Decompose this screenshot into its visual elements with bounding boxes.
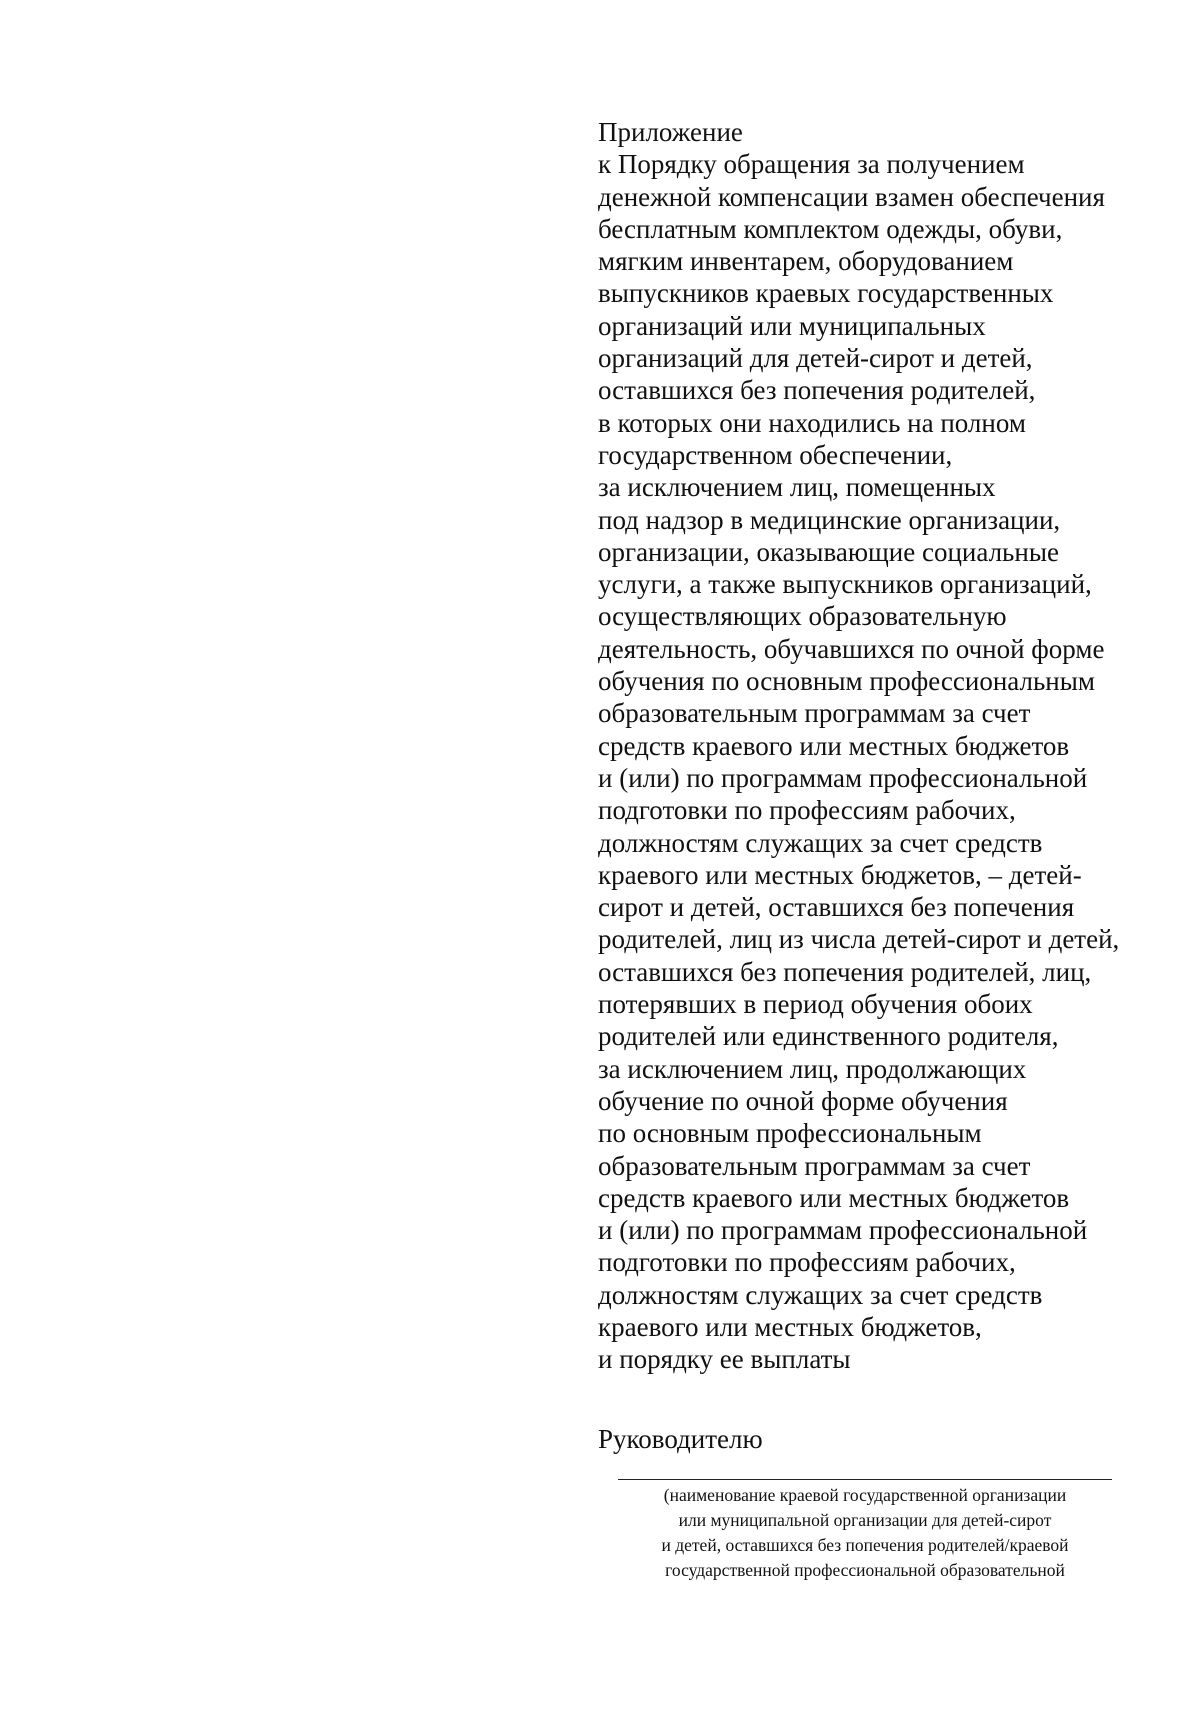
addressee-fill-line	[618, 1479, 1112, 1480]
appendix-line: потерявших в период обучения обоих	[598, 989, 1033, 1020]
caption-line: и детей, оставшихся без попечения родителей/краевой	[661, 1535, 1069, 1555]
appendix-line: обучение по очной форме обучения	[598, 1085, 1008, 1116]
appendix-line: должностям служащих за счет средств	[598, 827, 1043, 858]
appendix-line: бесплатным комплектом одежды, обуви,	[598, 213, 1063, 244]
appendix-line: оставшихся без попечения родителей,	[598, 375, 1036, 406]
appendix-line: и порядку ее выплаты	[598, 1344, 851, 1375]
appendix-line: и (или) по программам профессиональной	[598, 762, 1088, 793]
appendix-line: под надзор в медицинские организации,	[598, 504, 1061, 535]
appendix-line: средств краевого или местных бюджетов	[598, 730, 1070, 761]
appendix-line: организаций или муниципальных	[598, 310, 986, 341]
appendix-line: мягким инвентарем, оборудованием	[598, 246, 1014, 277]
appendix-line: краевого или местных бюджетов, – детей-	[598, 859, 1082, 890]
appendix-line: сирот и детей, оставшихся без попечения	[598, 892, 1075, 923]
appendix-line: и (или) по программам профессиональной	[598, 1215, 1088, 1246]
appendix-header	[598, 116, 1178, 1376]
appendix-line: услуги, а также выпускников организаций,	[598, 569, 1092, 600]
caption-line: (наименование краевой государственной организации	[663, 1485, 1067, 1505]
appendix-line: организаций для детей-сирот и детей,	[598, 343, 1033, 374]
appendix-line: за исключением лиц, продолжающих	[598, 1053, 1027, 1084]
addressee-label: Руководителю	[598, 1424, 763, 1454]
caption-line: государственной профессиональной образовательной	[665, 1560, 1065, 1580]
appendix-line: подготовки по профессиям рабочих,	[598, 1247, 1016, 1278]
appendix-line: родителей, лиц из числа детей-сирот и детей,	[598, 924, 1120, 955]
appendix-line: средств краевого или местных бюджетов	[598, 1182, 1070, 1213]
appendix-line: оставшихся без попечения родителей, лиц,	[598, 956, 1092, 987]
appendix-line: родителей или единственного родителя,	[598, 1021, 1059, 1052]
appendix-line: за исключением лиц, помещенных	[598, 472, 996, 503]
appendix-line: должностям служащих за счет средств	[598, 1279, 1043, 1310]
addressee-caption	[600, 1483, 1130, 1583]
appendix-line: по основным профессиональным	[598, 1118, 982, 1149]
appendix-title: Приложение	[598, 117, 743, 147]
appendix-line: образовательным программам за счет	[598, 698, 1031, 729]
appendix-line: выпускников краевых государственных	[598, 278, 1054, 309]
appendix-line: государственном обеспечении,	[598, 439, 953, 470]
appendix-line: подготовки по профессиям рабочих,	[598, 795, 1016, 826]
appendix-line: краевого или местных бюджетов,	[598, 1311, 982, 1342]
appendix-line: организации, оказывающие социальные	[598, 536, 1059, 567]
appendix-line: деятельность, обучавшихся по очной форме	[598, 633, 1105, 664]
appendix-line: образовательным программам за счет	[598, 1150, 1031, 1181]
appendix-line: в которых они находились на полном	[598, 407, 1026, 438]
appendix-line: осуществляющих образовательную	[598, 601, 1007, 632]
appendix-line: денежной компенсации взамен обеспечения	[598, 181, 1105, 212]
appendix-line: обучения по основным профессиональным	[598, 666, 1095, 697]
caption-line: или муниципальной организации для детей-сирот	[678, 1510, 1052, 1530]
appendix-line: к Порядку обращения за получением	[598, 149, 1025, 180]
